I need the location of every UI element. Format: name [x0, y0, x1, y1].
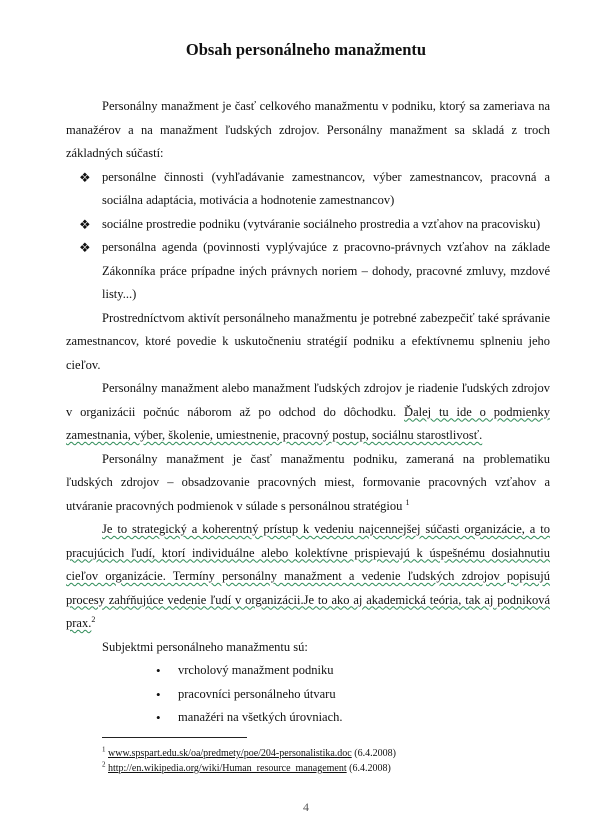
paragraph-text-underlined: Ďalej tu ide o podmienky zamestnania, výber, školenie, umiestnenie, pracovný postup, sociálnu starostlivosť.	[66, 404, 550, 442]
diamond-bullet-icon: ❖	[79, 216, 91, 232]
list-item-text: vrcholový manažment podniku	[178, 663, 334, 677]
footnotes	[102, 746, 396, 776]
list-item-text: personálne činnosti (vyhľadávanie zamestnancov, výber zamestnancov, pracovná a sociálna adaptácia, motivácia a hodnotenie zamestnancov)	[102, 169, 550, 207]
paragraph: Subjektmi personálneho manažmentu sú:	[102, 639, 308, 654]
intro-paragraph: Personálny manažment je časť celkového manažmentu v podniku, ktorý sa zameriava na manažérov a na manažment ľudských zdrojov. Personálny manažment sa skladá z troch základných súčastí:	[66, 99, 550, 160]
list-item-text: pracovníci personálneho útvaru	[178, 686, 336, 701]
footnote-reference[interactable]: 1	[405, 497, 410, 507]
bullet-icon: •	[156, 663, 161, 678]
list-item	[156, 683, 550, 707]
list-item	[156, 706, 550, 730]
document-body	[66, 95, 550, 730]
diamond-bullet-icon: ❖	[79, 240, 91, 255]
footnote-date: (6.4.2008)	[346, 763, 391, 774]
footnote-link[interactable]: http://en.wikipedia.org/wiki/Human_resource_management	[108, 763, 347, 774]
list-item	[79, 213, 550, 237]
footnote-number: 2	[102, 760, 106, 769]
paragraph: Prostredníctvom aktivít personálneho manažmentu je potrebné zabezpečiť také správanie zamestnancov, ktoré povedie k uskutočneniu stratégií podniku a efektívnemu splneniu jeho cieľov.	[66, 310, 550, 372]
diamond-bullet-icon: ❖	[79, 169, 91, 185]
paragraph-text: Personálny manažment alebo manažment ľudských zdrojov je riadenie ľudských zdrojov v organizácii počnúc náborom až po odchod do dôchodku.	[66, 381, 550, 419]
list-item	[79, 166, 550, 213]
paragraph	[66, 377, 550, 448]
list-item-text: sociálne prostredie podniku (vytváranie sociálneho prostredia a vzťahov na pracovisku)	[102, 216, 541, 231]
footnote-link[interactable]: www.spspart.edu.sk/oa/predmety/poe/204-personalistika.doc	[108, 748, 352, 759]
paragraph	[66, 448, 550, 519]
page-number: 4	[303, 800, 309, 814]
footnote-separator	[102, 737, 247, 738]
footnote-reference[interactable]: 2	[91, 614, 96, 624]
footnote-date: (6.4.2008)	[351, 748, 396, 759]
list-item	[156, 659, 550, 683]
bullet-icon: •	[156, 710, 161, 725]
paragraph	[66, 518, 550, 636]
list-item-text: personálna agenda (povinnosti vyplývajúce z pracovno-právnych vzťahov na základe Zákonníka práce prípadne iných právnych noriem – dohody, pracovné zmluvy, mzdové listy...)	[102, 240, 550, 301]
footnote	[102, 761, 396, 776]
paragraph-text-underlined: Je to strategický a koherentný prístup k vedeniu najcennejšej súčasti organizácie, a to pracujúcich ľudí, ktorí individuálne alebo kolektívne prispievajú k úspešnému dosiahnutiu cieľov organizácie. Termíny personálny manažment a vedenie ľudských zdrojov popisujú procesy zahŕňujúce vedenie ľudí v organizácii.Je to ako aj akademická teória, tak aj podniková prax.	[66, 522, 550, 630]
list-item-text: manažéri na všetkých úrovniach.	[178, 710, 343, 724]
footnote	[102, 746, 396, 761]
components-list	[66, 166, 550, 307]
footnote-number: 1	[102, 745, 106, 754]
bullet-icon: •	[156, 686, 161, 702]
subjects-list	[66, 659, 550, 730]
page-title: Obsah personálneho manažmentu	[185, 40, 427, 59]
list-item	[79, 236, 550, 307]
paragraph-text: Personálny manažment je časť manažmentu podniku, zameraná na problematiku ľudských zdrojov – obsadzovanie pracovných miest, formovanie pracovných vzťahov a utváranie pracovných podmienok v súlade s personálnou stratégiou	[66, 451, 550, 513]
